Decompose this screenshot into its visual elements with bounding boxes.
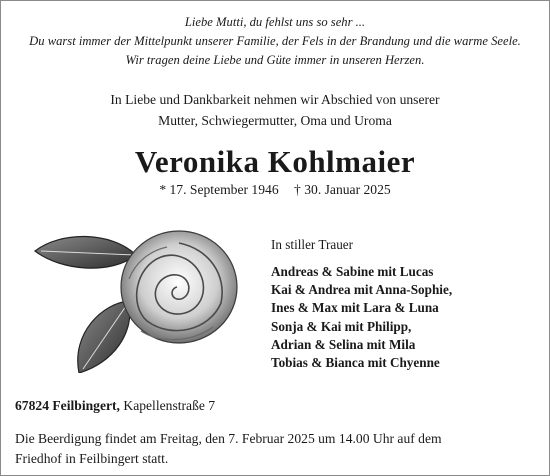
- farewell-text: [1, 89, 549, 131]
- birth-date: * 17. September 1946: [159, 182, 279, 197]
- funeral-line: Friedhof in Feilbingert statt.: [15, 451, 169, 466]
- mourners-list: [271, 263, 452, 372]
- poem-line: Du warst immer der Mittelpunkt unserer Familie, der Fels in der Brandung und die warme Seele.: [29, 34, 521, 48]
- life-dates: [1, 182, 549, 198]
- funeral-notice: [15, 429, 535, 469]
- address-city: 67824 Feilbingert,: [15, 398, 120, 413]
- address-street: Kapellenstraße 7: [123, 398, 216, 413]
- farewell-line: Mutter, Schwiegermutter, Oma und Uroma: [158, 113, 392, 128]
- leaf-shape: [35, 236, 136, 268]
- mourner-entry: Kai & Andrea mit Anna-Sophie,: [271, 282, 453, 298]
- rose-bloom: [121, 231, 237, 343]
- mourner-entry: Sonja & Kai mit Philipp,: [271, 318, 412, 334]
- mourner-entry: Tobias & Bianca mit Chyenne: [271, 355, 440, 371]
- address: [15, 398, 215, 414]
- deceased-name: Veronika Kohlmaier: [134, 144, 416, 179]
- poem-line: Liebe Mutti, du fehlst uns so sehr ...: [184, 15, 366, 29]
- farewell-line: In Liebe und Dankbarkeit nehmen wir Abschied von unserer: [110, 92, 440, 107]
- mourners-label: In stiller Trauer: [271, 237, 354, 252]
- rose-icon: [31, 223, 241, 373]
- mourner-entry: Adrian & Selina mit Mila: [271, 336, 416, 352]
- poem: [1, 13, 549, 70]
- poem-line: Wir tragen deine Liebe und Güte immer in unseren Herzen.: [125, 53, 425, 67]
- funeral-line: Die Beerdigung findet am Freitag, den 7. Februar 2025 um 14.00 Uhr auf dem: [15, 431, 442, 446]
- mourner-entry: Andreas & Sabine mit Lucas: [271, 264, 434, 279]
- death-date: † 30. Januar 2025: [294, 182, 391, 197]
- mourner-entry: Ines & Max mit Lara & Luna: [271, 300, 439, 316]
